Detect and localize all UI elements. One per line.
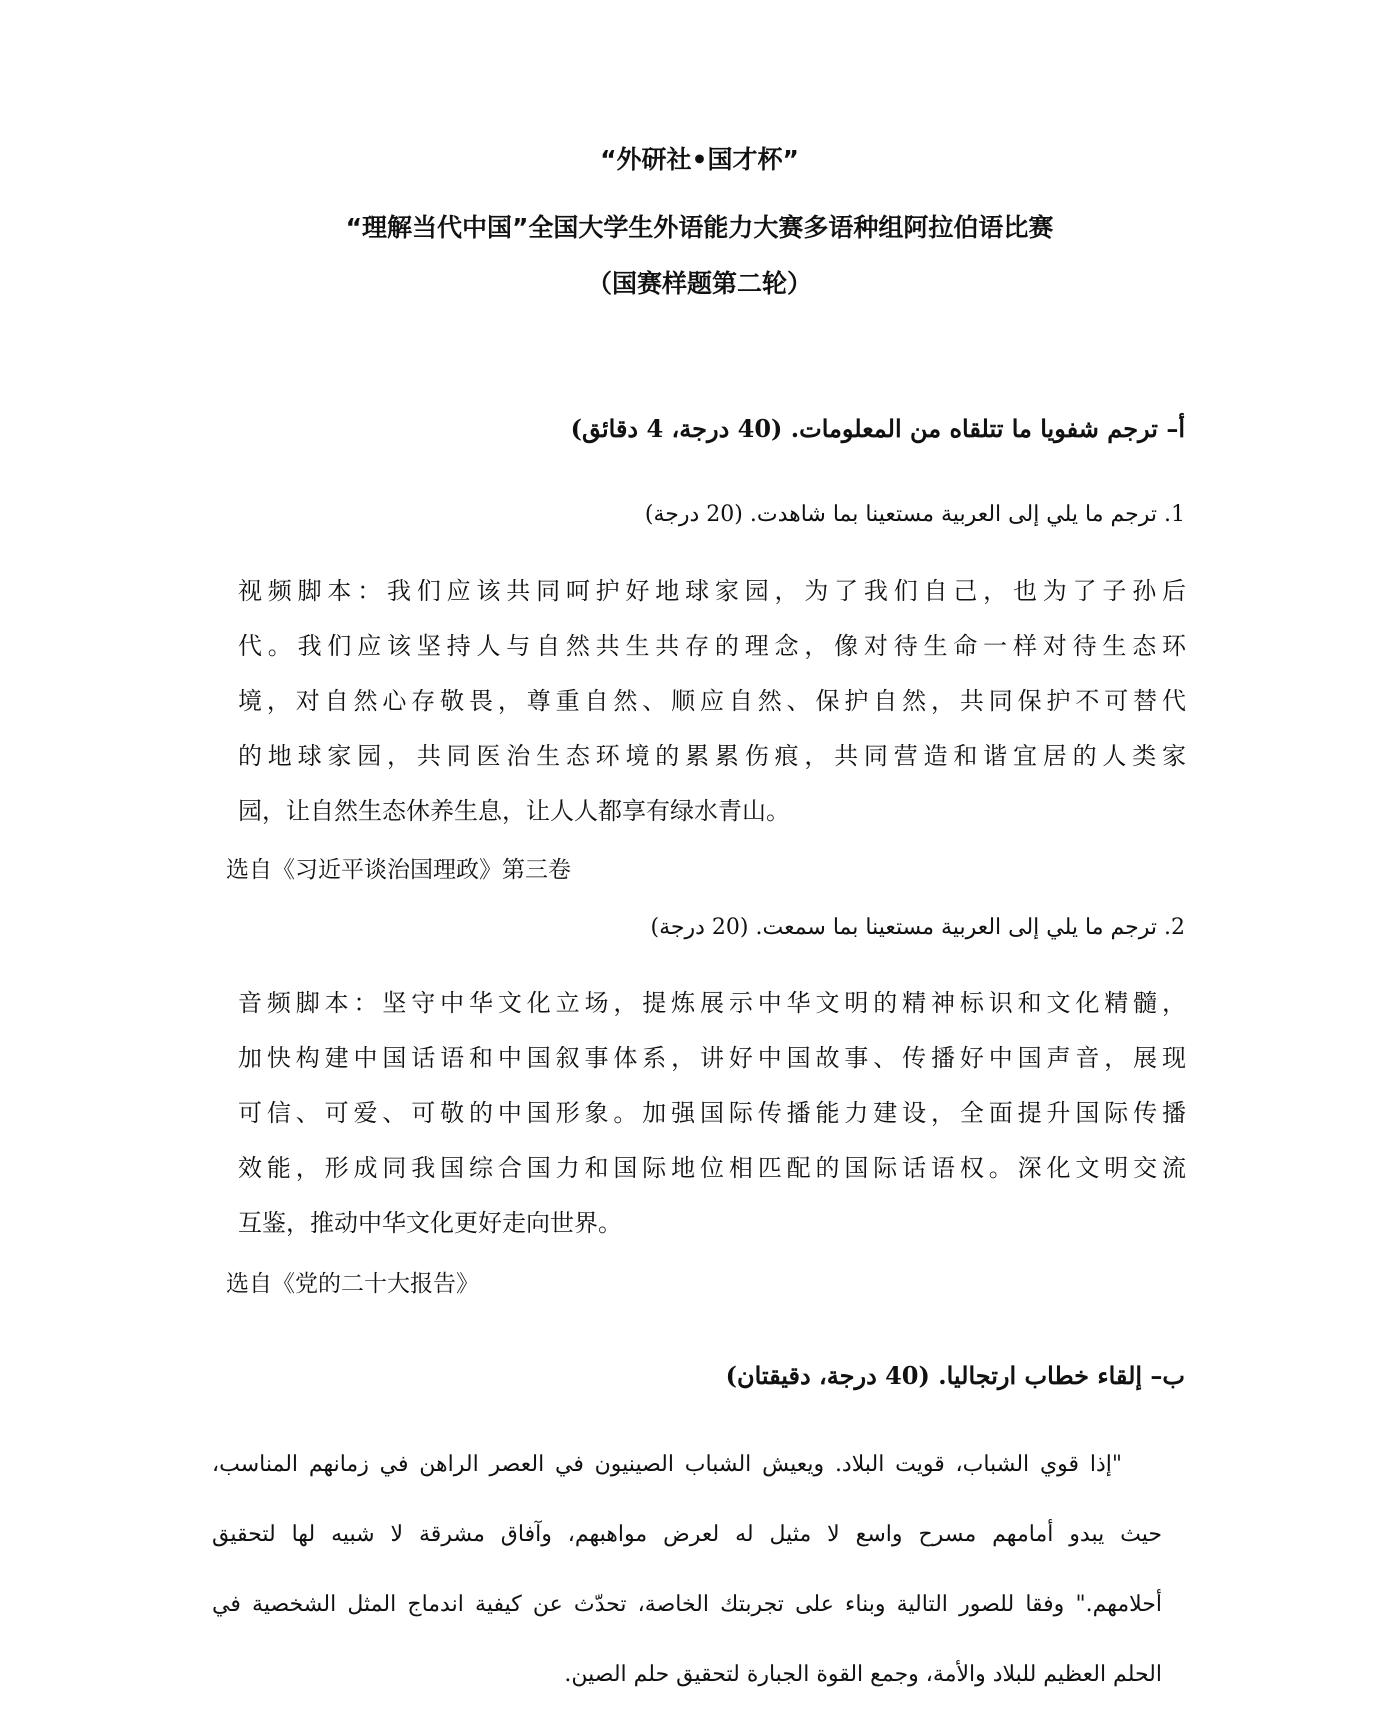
section-b-prompt xyxy=(212,1430,1162,1710)
contest-title: “理解当代中国”全国大学生外语能力大赛多语种组阿拉伯语比赛 xyxy=(345,213,1054,242)
script-line: 效能，形成同我国综合国力和国际地位相匹配的国际话语权。深化文明交流 xyxy=(238,1154,1186,1182)
script-line: 的地球家园，共同医治生态环境的累累伤痕，共同营造和谐宜居的人类家 xyxy=(238,742,1186,770)
cup-title: “外研社•国才杯” xyxy=(600,145,799,174)
script-line: 视频脚本：我们应该共同呵护好地球家园，为了我们自己，也为了子孙后 xyxy=(238,577,1186,605)
script-line: 代。我们应该坚持人与自然共生共存的理念，像对待生命一样对待生态环 xyxy=(238,632,1186,660)
script-line: 境，对自然心存敬畏，尊重自然、顺应自然、保护自然，共同保护不可替代 xyxy=(238,687,1186,715)
section-a-heading: أ– ترجم شفويا ما تتلقاه من المعلومات. (40 درجة، 4 دقائق) xyxy=(570,414,1185,443)
section-b-heading: ب– إلقاء خطاب ارتجاليا. (40 درجة، دقيقتان) xyxy=(725,1361,1185,1390)
prompt-line: "إذا قوي الشباب، قويت البلاد. ويعيش الشباب الصينيون في العصر الراهن في زمانهم المناسب، xyxy=(212,1452,1122,1477)
item-2-source: 选自《党的二十大报告》 xyxy=(226,1271,479,1297)
round-title: （国赛样题第二轮） xyxy=(586,269,812,298)
prompt-line: حيث يبدو أمامهم مسرح واسع لا مثيل له لعرض مواهبهم، وآفاق مشرقة لا شبيه لها لتحقيق xyxy=(212,1522,1162,1547)
item-2-prompt: 2. ترجم ما يلي إلى العربية مستعينا بما سمعت. (20 درجة) xyxy=(650,915,1185,940)
item-1-script xyxy=(238,564,1186,839)
script-line: 互鉴，推动中华文化更好走向世界。 xyxy=(238,1209,622,1237)
script-line: 加快构建中国话语和中国叙事体系，讲好中国故事、传播好中国声音，展现 xyxy=(238,1044,1186,1072)
script-line: 音频脚本：坚守中华文化立场，提炼展示中华文明的精神标识和文化精髓， xyxy=(238,989,1186,1017)
script-line: 园，让自然生态休养生息，让人人都享有绿水青山。 xyxy=(238,797,790,825)
item-1-source: 选自《习近平谈治国理政》第三卷 xyxy=(226,857,571,883)
item-1-prompt: 1. ترجم ما يلي إلى العربية مستعينا بما شاهدت. (20 درجة) xyxy=(644,502,1185,527)
prompt-line: الحلم العظيم للبلاد والأمة، وجمع القوة الجبارة لتحقيق حلم الصين. xyxy=(564,1662,1162,1687)
script-line: 可信、可爱、可敬的中国形象。加强国际传播能力建设，全面提升国际传播 xyxy=(238,1099,1186,1127)
prompt-line: أحلامهم." وفقا للصور التالية وبناء على تجربتك الخاصة، تحدّث عن كيفية اندماج المثل الشخصية في xyxy=(212,1592,1162,1617)
item-2-script xyxy=(238,976,1186,1251)
